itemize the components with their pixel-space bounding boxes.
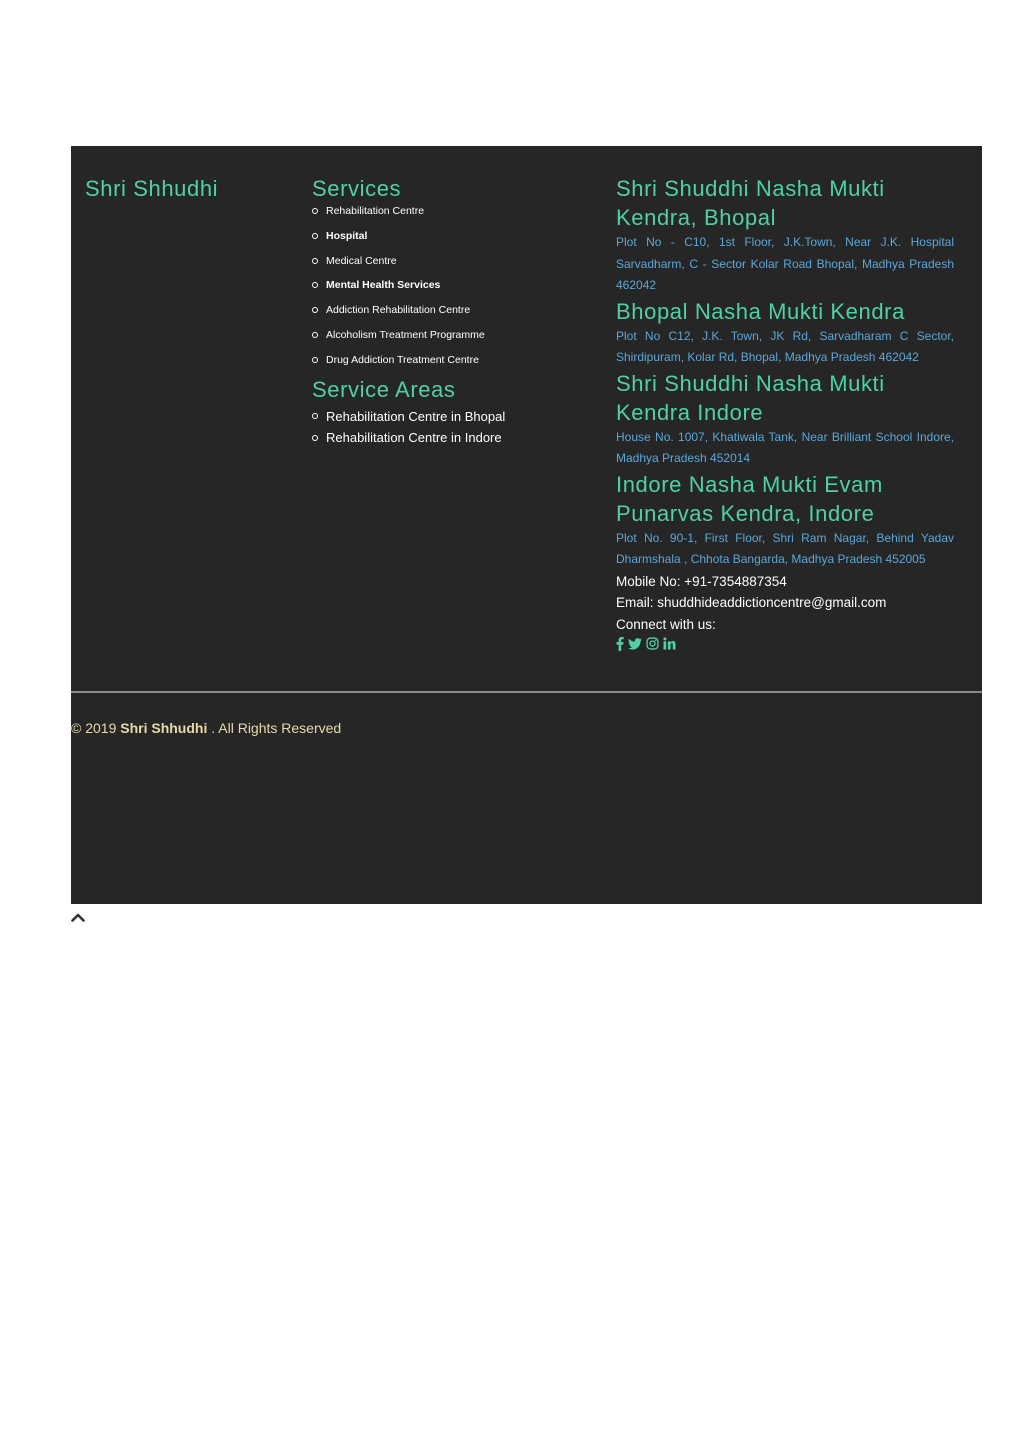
area-link-bhopal[interactable]: Rehabilitation Centre in Bhopal [312, 406, 582, 428]
services-column [312, 174, 582, 449]
services-heading: Services [312, 176, 402, 201]
brand-column [85, 174, 285, 203]
linkedin-icon[interactable] [663, 637, 676, 655]
service-link-drug-addiction[interactable]: Drug Addiction Treatment Centre [312, 352, 582, 377]
copyright-suffix: . All Rights Reserved [207, 720, 342, 736]
copyright-prefix: © 2019 [71, 720, 121, 736]
service-link-medical-centre[interactable]: Medical Centre [312, 253, 582, 278]
email-address: Email: shuddhideaddictioncentre@gmail.com [616, 595, 887, 610]
location-address: Plot No C12, J.K. Town, JK Rd, Sarvadharam C Sector, Shirdipuram, Kolar Rd, Bhopal, Madhya Pradesh 462042 [616, 328, 954, 364]
location-address: Plot No - C10, 1st Floor, J.K.Town, Near J.K. Hospital Sarvadharm, C - Sector Kolar Road Bhopal, Madhya Pradesh 462042 [616, 235, 954, 292]
location-address: Plot No. 90-1, First Floor, Shri Ram Nagar, Behind Yadav Dharmshala , Chhota Bangarda, Madhya Pradesh 452005 [616, 530, 954, 566]
services-list [312, 203, 582, 377]
locations-column [616, 174, 954, 655]
location-title: Indore Nasha Mukti Evam Punarvas Kendra, Indore [616, 471, 883, 526]
service-link-rehabilitation-centre[interactable]: Rehabilitation Centre [312, 203, 582, 228]
chevron-up-icon [71, 909, 85, 926]
social-links [616, 637, 954, 655]
instagram-icon[interactable] [646, 637, 659, 655]
service-link-addiction-rehab[interactable]: Addiction Rehabilitation Centre [312, 302, 582, 327]
copyright-text [71, 718, 341, 738]
service-link-alcoholism-treatment[interactable]: Alcoholism Treatment Programme [312, 327, 582, 352]
copyright-brand[interactable]: Shri Shhudhi [120, 720, 208, 736]
service-link-mental-health[interactable]: Mental Health Services [312, 277, 582, 302]
service-areas-list [312, 406, 582, 449]
location-title: Shri Shuddhi Nasha Mukti Kendra, Bhopal [616, 176, 885, 230]
footer-divider [71, 691, 982, 693]
connect-label: Connect with us: [616, 616, 716, 632]
mobile-number: Mobile No: +91-7354887354 [616, 573, 787, 589]
brand-title: Shri Shhudhi [85, 176, 219, 201]
back-to-top-button[interactable] [71, 909, 85, 921]
service-link-hospital[interactable]: Hospital [312, 228, 582, 253]
area-link-indore[interactable]: Rehabilitation Centre in Indore [312, 427, 582, 449]
location-title: Shri Shuddhi Nasha Mukti Kendra Indore [616, 370, 885, 425]
location-address: House No. 1007, Khatiwala Tank, Near Brilliant School Indore, Madhya Pradesh 452014 [616, 429, 954, 465]
service-areas-heading: Service Areas [312, 376, 456, 402]
facebook-icon[interactable] [616, 637, 624, 656]
twitter-icon[interactable] [628, 637, 642, 655]
site-footer [71, 146, 982, 904]
location-title: Bhopal Nasha Mukti Kendra [616, 298, 905, 324]
